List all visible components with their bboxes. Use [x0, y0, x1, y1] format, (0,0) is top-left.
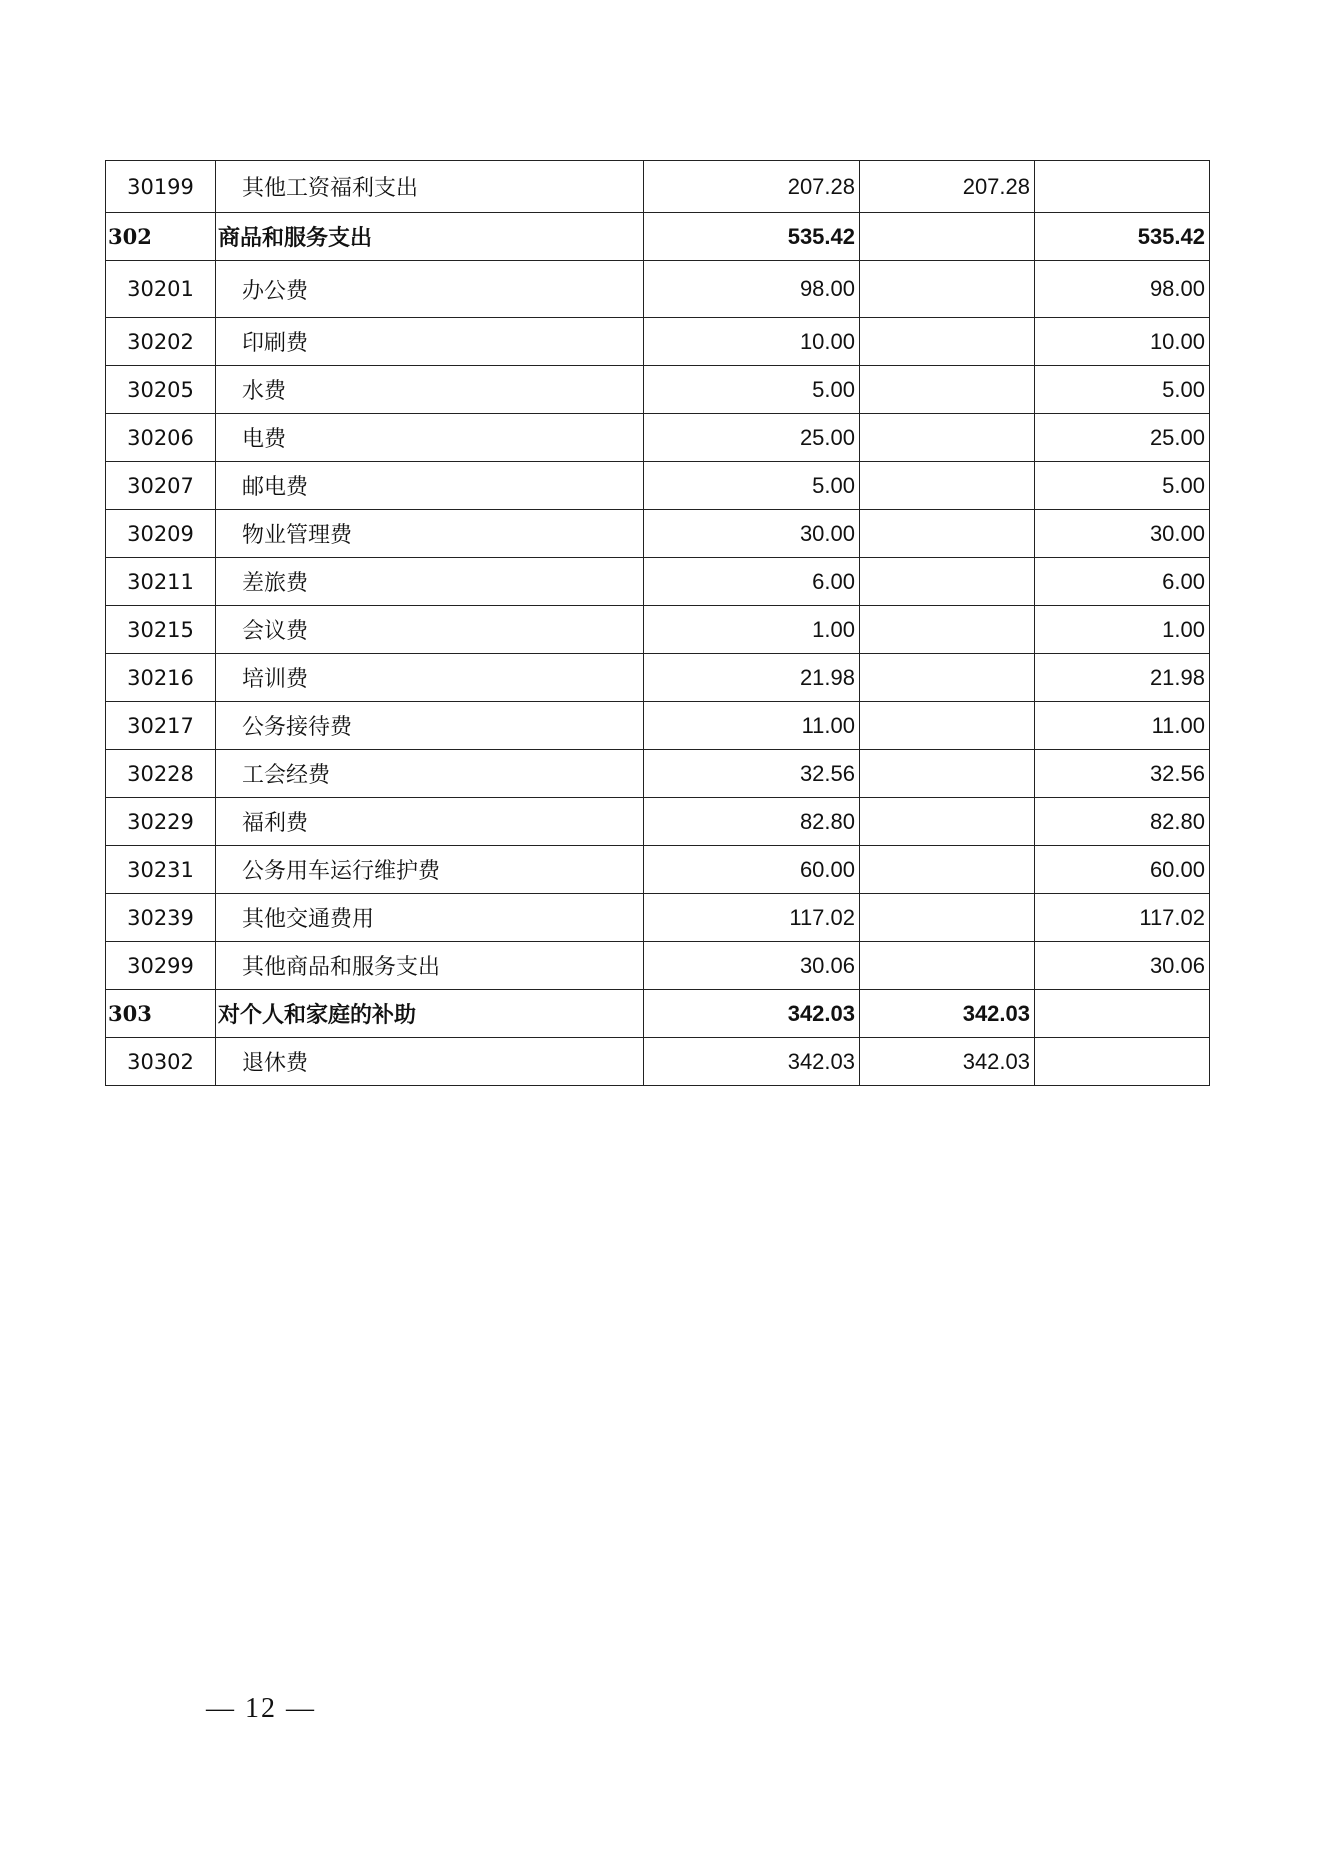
table-row: [106, 510, 1210, 558]
cell-project: 32.56: [1035, 750, 1210, 798]
table-row: [106, 414, 1210, 462]
cell-code: 302: [106, 213, 216, 261]
cell-total: 5.00: [644, 366, 860, 414]
cell-project: 82.80: [1035, 798, 1210, 846]
table-row: [106, 750, 1210, 798]
cell-basic: [860, 318, 1035, 366]
budget-table: [105, 160, 1210, 1086]
cell-name: 公务用车运行维护费: [216, 846, 644, 894]
cell-total: 207.28: [644, 161, 860, 213]
cell-name: 会议费: [216, 606, 644, 654]
cell-name: 培训费: [216, 654, 644, 702]
cell-total: 342.03: [644, 1038, 860, 1086]
cell-name: 印刷费: [216, 318, 644, 366]
cell-basic: [860, 366, 1035, 414]
cell-total: 21.98: [644, 654, 860, 702]
cell-total: 6.00: [644, 558, 860, 606]
cell-name: 退休费: [216, 1038, 644, 1086]
cell-name: 邮电费: [216, 462, 644, 510]
table-row: [106, 894, 1210, 942]
cell-basic: [860, 846, 1035, 894]
table-row: [106, 318, 1210, 366]
cell-name: 工会经费: [216, 750, 644, 798]
cell-name: 其他工资福利支出: [216, 161, 644, 213]
cell-total: 82.80: [644, 798, 860, 846]
cell-project: 5.00: [1035, 462, 1210, 510]
cell-code: 30202: [106, 318, 216, 366]
cell-total: 535.42: [644, 213, 860, 261]
cell-basic: 342.03: [860, 990, 1035, 1038]
cell-code: 30302: [106, 1038, 216, 1086]
cell-code: 30216: [106, 654, 216, 702]
cell-basic: [860, 462, 1035, 510]
table-row: [106, 161, 1210, 213]
cell-total: 1.00: [644, 606, 860, 654]
cell-code: 303: [106, 990, 216, 1038]
cell-basic: [860, 606, 1035, 654]
cell-project: [1035, 161, 1210, 213]
cell-name: 其他商品和服务支出: [216, 942, 644, 990]
cell-project: 30.06: [1035, 942, 1210, 990]
cell-basic: 207.28: [860, 161, 1035, 213]
table-row: [106, 942, 1210, 990]
cell-code: 30201: [106, 261, 216, 318]
table-row: [106, 654, 1210, 702]
cell-total: 10.00: [644, 318, 860, 366]
cell-total: 25.00: [644, 414, 860, 462]
cell-project: 6.00: [1035, 558, 1210, 606]
cell-basic: [860, 798, 1035, 846]
cell-basic: [860, 750, 1035, 798]
cell-total: 30.00: [644, 510, 860, 558]
cell-project: 535.42: [1035, 213, 1210, 261]
table-row: [106, 798, 1210, 846]
cell-project: 25.00: [1035, 414, 1210, 462]
cell-basic: [860, 261, 1035, 318]
table-row: [106, 366, 1210, 414]
cell-code: 30207: [106, 462, 216, 510]
cell-code: 30206: [106, 414, 216, 462]
cell-project: 5.00: [1035, 366, 1210, 414]
cell-total: 11.00: [644, 702, 860, 750]
cell-total: 32.56: [644, 750, 860, 798]
cell-project: 10.00: [1035, 318, 1210, 366]
table-row: [106, 558, 1210, 606]
cell-basic: [860, 558, 1035, 606]
cell-name: 水费: [216, 366, 644, 414]
cell-project: 98.00: [1035, 261, 1210, 318]
cell-code: 30209: [106, 510, 216, 558]
cell-code: 30205: [106, 366, 216, 414]
cell-basic: [860, 894, 1035, 942]
cell-name: 福利费: [216, 798, 644, 846]
cell-project: 117.02: [1035, 894, 1210, 942]
cell-project: 60.00: [1035, 846, 1210, 894]
cell-basic: [860, 942, 1035, 990]
cell-code: 30231: [106, 846, 216, 894]
cell-code: 30199: [106, 161, 216, 213]
cell-project: 11.00: [1035, 702, 1210, 750]
table-row: [106, 606, 1210, 654]
table-row-category: [106, 213, 1210, 261]
cell-project: 1.00: [1035, 606, 1210, 654]
cell-project: [1035, 990, 1210, 1038]
cell-name: 物业管理费: [216, 510, 644, 558]
table-row: [106, 261, 1210, 318]
cell-project: 21.98: [1035, 654, 1210, 702]
cell-name: 对个人和家庭的补助: [216, 990, 644, 1038]
cell-total: 60.00: [644, 846, 860, 894]
cell-basic: [860, 510, 1035, 558]
cell-name: 差旅费: [216, 558, 644, 606]
cell-total: 30.06: [644, 942, 860, 990]
cell-total: 5.00: [644, 462, 860, 510]
cell-code: 30228: [106, 750, 216, 798]
cell-code: 30239: [106, 894, 216, 942]
page-number: — 12 —: [206, 1693, 316, 1724]
cell-basic: [860, 702, 1035, 750]
table-row: [106, 846, 1210, 894]
cell-code: 30211: [106, 558, 216, 606]
cell-name: 其他交通费用: [216, 894, 644, 942]
cell-name: 公务接待费: [216, 702, 644, 750]
cell-name: 商品和服务支出: [216, 213, 644, 261]
cell-code: 30229: [106, 798, 216, 846]
cell-code: 30299: [106, 942, 216, 990]
cell-code: 30217: [106, 702, 216, 750]
cell-name: 办公费: [216, 261, 644, 318]
table-row-category: [106, 990, 1210, 1038]
table-body: [106, 161, 1210, 1086]
table-row: [106, 462, 1210, 510]
cell-project: [1035, 1038, 1210, 1086]
cell-total: 117.02: [644, 894, 860, 942]
cell-basic: [860, 213, 1035, 261]
cell-basic: [860, 414, 1035, 462]
cell-name: 电费: [216, 414, 644, 462]
cell-code: 30215: [106, 606, 216, 654]
table-row: [106, 702, 1210, 750]
cell-basic: 342.03: [860, 1038, 1035, 1086]
cell-total: 98.00: [644, 261, 860, 318]
cell-project: 30.00: [1035, 510, 1210, 558]
table-row: [106, 1038, 1210, 1086]
cell-basic: [860, 654, 1035, 702]
cell-total: 342.03: [644, 990, 860, 1038]
